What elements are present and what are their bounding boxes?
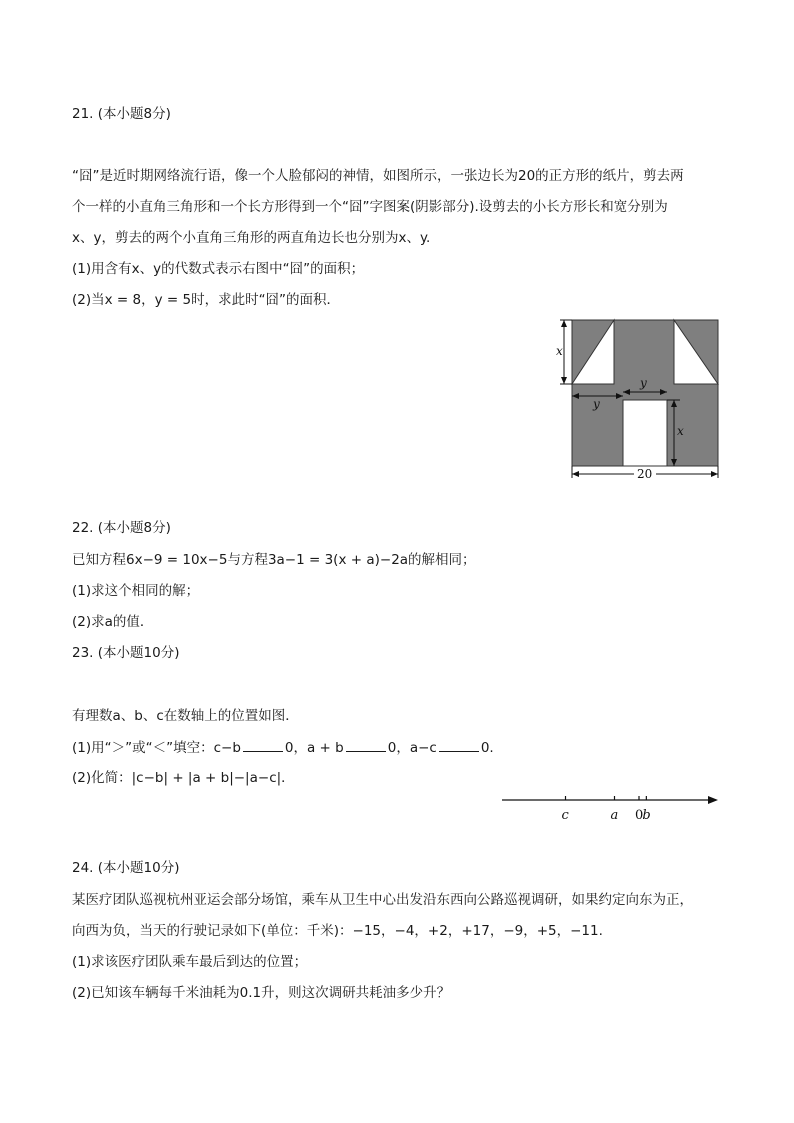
figure-label-x-right: x (677, 424, 684, 438)
q23-text-line1: 有理数a、b、c在数轴上的位置如图． (72, 708, 299, 724)
q22-part1: (1)求这个相同的解； (72, 583, 200, 599)
q23-header: 23. (本小题10分) (72, 645, 180, 661)
answer-blank-3[interactable] (439, 737, 479, 752)
q21-header: 21. (本小题8分) (72, 106, 171, 122)
q23-part2: (2)化简：|c−b| + |a + b|−|a−c|． (72, 770, 295, 786)
figure-label-x-left: x (556, 344, 563, 358)
q24-text-line2: 向西为负，当天的行驶记录如下(单位：千米)：−15，−4，+2，+17，−9，+5，−11. (72, 923, 603, 939)
q22-header: 22. (本小题8分) (72, 520, 171, 536)
q23-part1-d: 0. (480, 740, 494, 756)
figure-label-y-left: y (593, 397, 600, 411)
q24-header: 24. (本小题10分) (72, 860, 180, 876)
jiong-figure (554, 316, 726, 482)
q23-part1 (72, 737, 494, 758)
q22-text-line1: 已知方程6x−9 = 10x−5与方程3a−1 = 3(x + a)−2a的解相同； (72, 552, 476, 568)
number-line-label-a: a (610, 808, 619, 823)
q21-part1: (1)用含有x、y的代数式表示右图中“囧”的面积； (72, 261, 365, 277)
q21-text-line3: x、y，剪去的两个小直角三角形的两直角边长也分别为x、y. (72, 230, 431, 246)
q23-part1-a: (1)用“＞”或“＜”填空：c−b (72, 740, 241, 756)
number-line-label-b: b (642, 808, 651, 823)
answer-blank-1[interactable] (243, 737, 283, 752)
q21-part2: (2)当x = 8，y = 5时，求此时“囧”的面积． (72, 292, 341, 308)
q21-text-line2: 个一样的小直角三角形和一个长方形得到一个“囧”字图案(阴影部分).设剪去的小长方形长和宽分别为 (72, 199, 668, 215)
number-line-label-0: 0 (635, 808, 644, 823)
number-line-label-c: c (561, 808, 569, 823)
number-line (500, 788, 724, 828)
q24-part1: (1)求该医疗团队乘车最后到达的位置； (72, 954, 308, 970)
figure-cut-rectangle (623, 400, 667, 466)
q23-part1-b: 0，a + b (284, 740, 344, 756)
q21-text-line1: “囧”是近时期网络流行语，像一个人脸郁闷的神情，如图所示，一张边长为20的正方形的纸片，剪去两 (72, 168, 684, 184)
q24-part2: (2)已知该车辆每千米油耗为0.1升，则这次调研共耗油多少升？ (72, 985, 451, 1001)
q24-text-line1: 某医疗团队巡视杭州亚运会部分场馆，乘车从卫生中心出发沿东西向公路巡视调研，如果约定向东为正， (72, 892, 693, 908)
figure-label-20: 20 (637, 467, 653, 481)
answer-blank-2[interactable] (346, 737, 386, 752)
figure-label-y-top: y (640, 376, 647, 390)
number-line-arrow (708, 796, 718, 804)
q22-part2: (2)求a的值． (72, 614, 154, 630)
q23-part1-c: 0，a−c (387, 740, 437, 756)
